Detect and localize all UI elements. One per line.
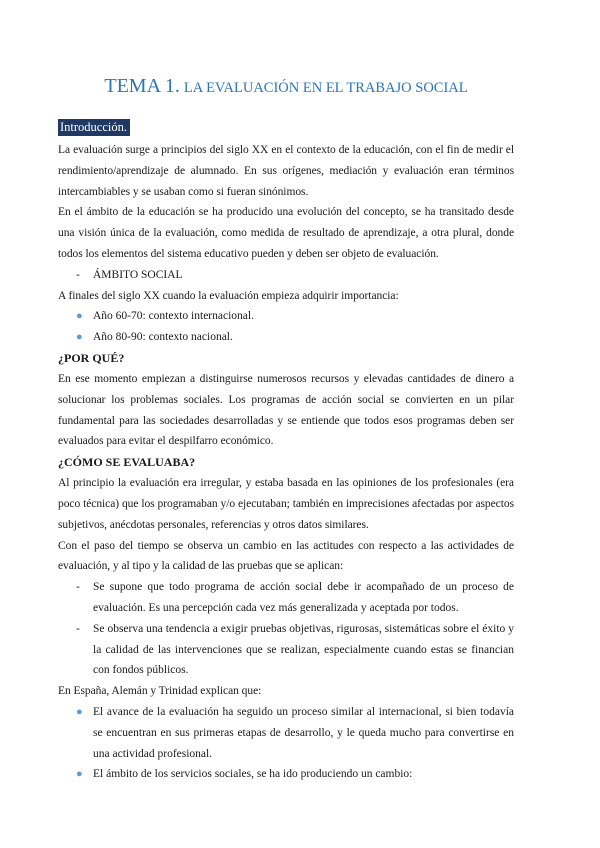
document-page	[58, 70, 514, 785]
como-dash-list	[58, 577, 514, 681]
como-paragraph-1: Al principio la evaluación era irregular, y estaba basada en las opiniones de los profesionales (era poco técnica) que los programaban y/o ejecutaban; también en imprecisiones afectadas por aspectos subjetivos, anécdotas personales, referencias y otros datos similares.	[58, 477, 514, 531]
list-item-text: El ámbito de los servicios sociales, se ha ido produciendo un cambio:	[93, 768, 413, 781]
list-item	[58, 327, 514, 348]
list-item	[58, 619, 514, 681]
bullet-dot-icon: ●	[76, 310, 83, 323]
dash-bullet: -	[76, 268, 80, 281]
dash-bullet: -	[76, 581, 80, 594]
como-paragraph-2: Con el paso del tiempo se observa un cambio en las actitudes con respecto a las actividades de evaluación, y al tipo y la calidad de las pruebas que se aplican:	[58, 539, 514, 573]
list-item-text: Se observa una tendencia a exigir pruebas objetivas, rigurosas, sistemáticas sobre el éxito y la calidad de las intervenciones que se realizan, especialmente cuando estas se financian con fondos públicos.	[93, 622, 514, 677]
title-text: LA EVALUACIÓN EN EL TRABAJO SOCIAL	[183, 80, 468, 96]
list-item	[58, 764, 514, 785]
intro-paragraph-1: La evaluación surge a principios del siglo XX en el contexto de la educación, con el fin de medir el rendimiento/aprendizaje de alumnado. En sus orígenes, mediación y evaluación eran términos intercambiables y se usaban como si fueran sinónimos.	[58, 144, 514, 198]
ambito-paragraph: A finales del siglo XX cuando la evaluación empieza adquirir importancia:	[58, 289, 399, 302]
intro-paragraph-2: En el ámbito de la educación se ha producido una evolución del concepto, se ha transitado desde una visión única de la evaluación, como medida de resultado de aprendizaje, a otra plural, donde todos los elementos del sistema educativo pueden y deben ser objeto de evaluación.	[58, 206, 514, 260]
intro-heading: Introducción.	[58, 119, 130, 136]
list-item	[58, 265, 514, 286]
dash-bullet: -	[76, 622, 80, 635]
porque-heading: ¿POR QUÉ?	[58, 350, 125, 365]
list-item	[58, 577, 514, 619]
espana-paragraph: En España, Alemán y Trinidad explican que:	[58, 685, 262, 698]
porque-paragraph: En ese momento empiezan a distinguirse numerosos recursos y elevadas cantidades de dinero a solucionar los problemas sociales. Los programas de acción social se convierten en un pilar fundamental para las sociedades desarrolladas y se entiende que todos esos programas deben ser evaluados para evitar el despilfarro económico.	[58, 372, 514, 448]
ambito-heading: ÁMBITO SOCIAL	[93, 268, 183, 281]
ambito-bullet-list	[58, 306, 514, 348]
ambito-dash-list	[58, 265, 514, 286]
list-item-text: Año 60-70: contexto internacional.	[93, 310, 254, 323]
como-heading: ¿CÓMO SE EVALUABA?	[58, 455, 196, 470]
page-title	[58, 70, 514, 104]
bullet-dot-icon: ●	[76, 331, 83, 344]
list-item-text: Año 80-90: contexto nacional.	[93, 331, 233, 344]
list-item-text: El avance de la evaluación ha seguido un proceso similar al internacional, si bien todavía se encuentran en sus primeras etapas de desarrollo, y le queda mucho para convertirse en una actividad profesional.	[93, 705, 514, 760]
list-item	[58, 702, 514, 764]
espana-bullet-list	[58, 702, 514, 785]
bullet-dot-icon: ●	[76, 705, 83, 718]
list-item-text: Se supone que todo programa de acción social debe ir acompañado de un proceso de evaluación. Es una percepción cada vez más generalizada y aceptada por todos.	[93, 581, 514, 614]
title-number: TEMA 1.	[104, 75, 180, 97]
list-item	[58, 306, 514, 327]
bullet-dot-icon: ●	[76, 768, 83, 781]
